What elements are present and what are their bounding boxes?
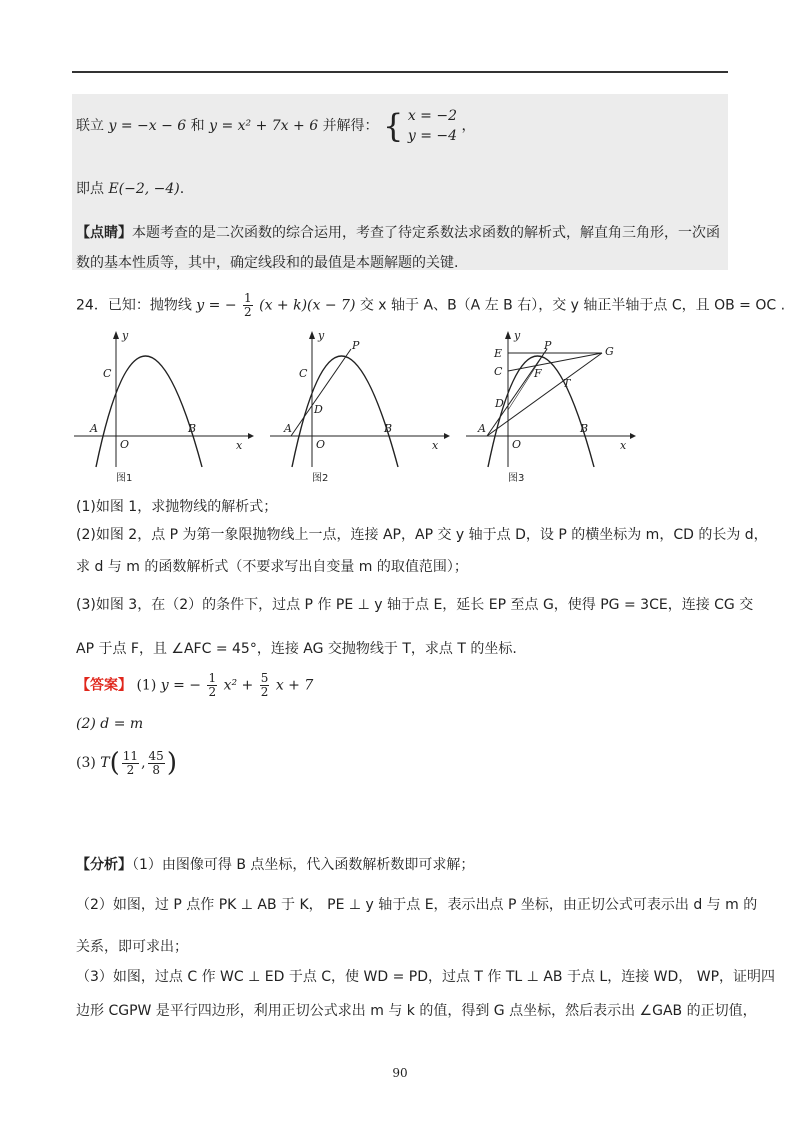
analysis-line-5: 边形 CGPW 是平行四边形，利用正切公式求出 m 与 k 的值，得到 G 点坐标，然后表示出 ∠GAB 的正切值， <box>76 1003 757 1019</box>
svg-text:x: x <box>236 439 243 452</box>
analysis-line-4: （3）如图，过点 C 作 WC ⊥ ED 于点 C，使 WD = PD，过点 T 作 TL ⊥ AB 于点 L，连接 WD， WP，证明四 <box>76 969 776 985</box>
part-3-line-1: (3)如图 3，在（2）的条件下，过点 P 作 PE ⊥ y 轴于点 E，延长 EP 至点 G，使得 PG = 3CE，连接 CG 交 <box>76 597 754 613</box>
svg-text:D: D <box>495 397 504 410</box>
svg-text:O: O <box>120 438 130 451</box>
problem-stem: 24．已知：抛物线 y = − $\frac{1}{2}$ (x + k)(x − 7) 交 x 轴于 A、B（A 左 B 右），交 y 轴正半轴于点 C，且 OB = OC . <box>76 291 786 319</box>
svg-text:A: A <box>478 422 486 435</box>
svg-text:P: P <box>544 339 552 352</box>
equation-fraction: $\frac{1}{2}$ <box>244 291 252 319</box>
solution-line-1: 联立 y = −x − 6 和 y = x² + 7x + 6 并解得： { x = −2 y = −4 ， <box>76 107 476 145</box>
svg-text:y: y <box>122 329 129 342</box>
svg-text:D: D <box>314 403 323 416</box>
svg-text:y: y <box>318 329 325 342</box>
part-1: (1)如图 1，求抛物线的解析式； <box>76 499 278 515</box>
solution-line-2: 即点 E(−2, −4). <box>76 181 185 197</box>
svg-text:P: P <box>352 339 360 352</box>
svg-text:C: C <box>494 365 503 378</box>
page-number: 90 <box>392 1066 408 1080</box>
figures <box>70 325 670 485</box>
analysis-line-2: （2）如图，过 P 点作 PK ⊥ AB 于 K， PE ⊥ y 轴于点 E，表示出点 P 坐标，由正切公式可表示出 d 与 m 的 <box>76 897 758 913</box>
part-2-line-1: (2)如图 2，点 P 为第一象限抛物线上一点，连接 AP，AP 交 y 轴于点 D，设 P 的横坐标为 m，CD 的长为 d， <box>76 527 768 543</box>
svg-text:O: O <box>316 438 326 451</box>
analysis-line-1: 【分析】（1）由图像可得 B 点坐标，代入函数解析数即可求解； <box>76 857 475 873</box>
svg-text:B: B <box>384 422 393 435</box>
svg-text:A: A <box>90 422 98 435</box>
answer-3: (3) T( $\frac{11}{2}$ , $\frac{45}{8}$ ) <box>76 748 177 778</box>
equation-system: x = −2 y = −4 <box>407 108 458 144</box>
figure-2 <box>270 329 450 484</box>
svg-text:A: A <box>284 422 292 435</box>
answer-2: (2) d = m <box>76 716 144 732</box>
svg-text:G: G <box>605 345 614 358</box>
svg-text:C: C <box>299 367 308 380</box>
comment-line-2: 数的基本性质等，其中，确定线段和的最值是本题解题的关键. <box>76 255 459 271</box>
header-rule <box>72 71 728 73</box>
svg-text:图2: 图2 <box>312 473 329 484</box>
svg-text:y: y <box>514 329 521 342</box>
svg-text:B: B <box>580 422 589 435</box>
figure-1 <box>74 329 254 484</box>
svg-text:x: x <box>432 439 439 452</box>
svg-text:C: C <box>103 367 112 380</box>
figure-3 <box>466 329 636 484</box>
analysis-line-3: 关系，即可求出； <box>76 939 188 955</box>
svg-text:E: E <box>494 347 503 360</box>
svg-text:图3: 图3 <box>508 473 525 484</box>
svg-text:T: T <box>563 377 571 390</box>
answer-1: 【答案】 (1) y = − $\frac{1}{2}$ x² + $\frac{5}{2}$ x + 7 <box>76 671 314 699</box>
svg-text:图1: 图1 <box>116 473 133 484</box>
svg-text:O: O <box>512 438 522 451</box>
part-2-line-2: 求 d 与 m 的函数解析式（不要求写出自变量 m 的取值范围）； <box>76 559 468 575</box>
svg-text:F: F <box>534 367 542 380</box>
part-3-line-2: AP 于点 F，且 ∠AFC = 45°，连接 AG 交抛物线于 T，求点 T 的坐标. <box>76 641 517 657</box>
comment-line-1: 【点睛】本题考查的是二次函数的综合运用，考查了待定系数法求函数的解析式，解直角三角形，一次函 <box>76 225 720 241</box>
svg-text:B: B <box>188 422 197 435</box>
svg-text:x: x <box>620 439 627 452</box>
